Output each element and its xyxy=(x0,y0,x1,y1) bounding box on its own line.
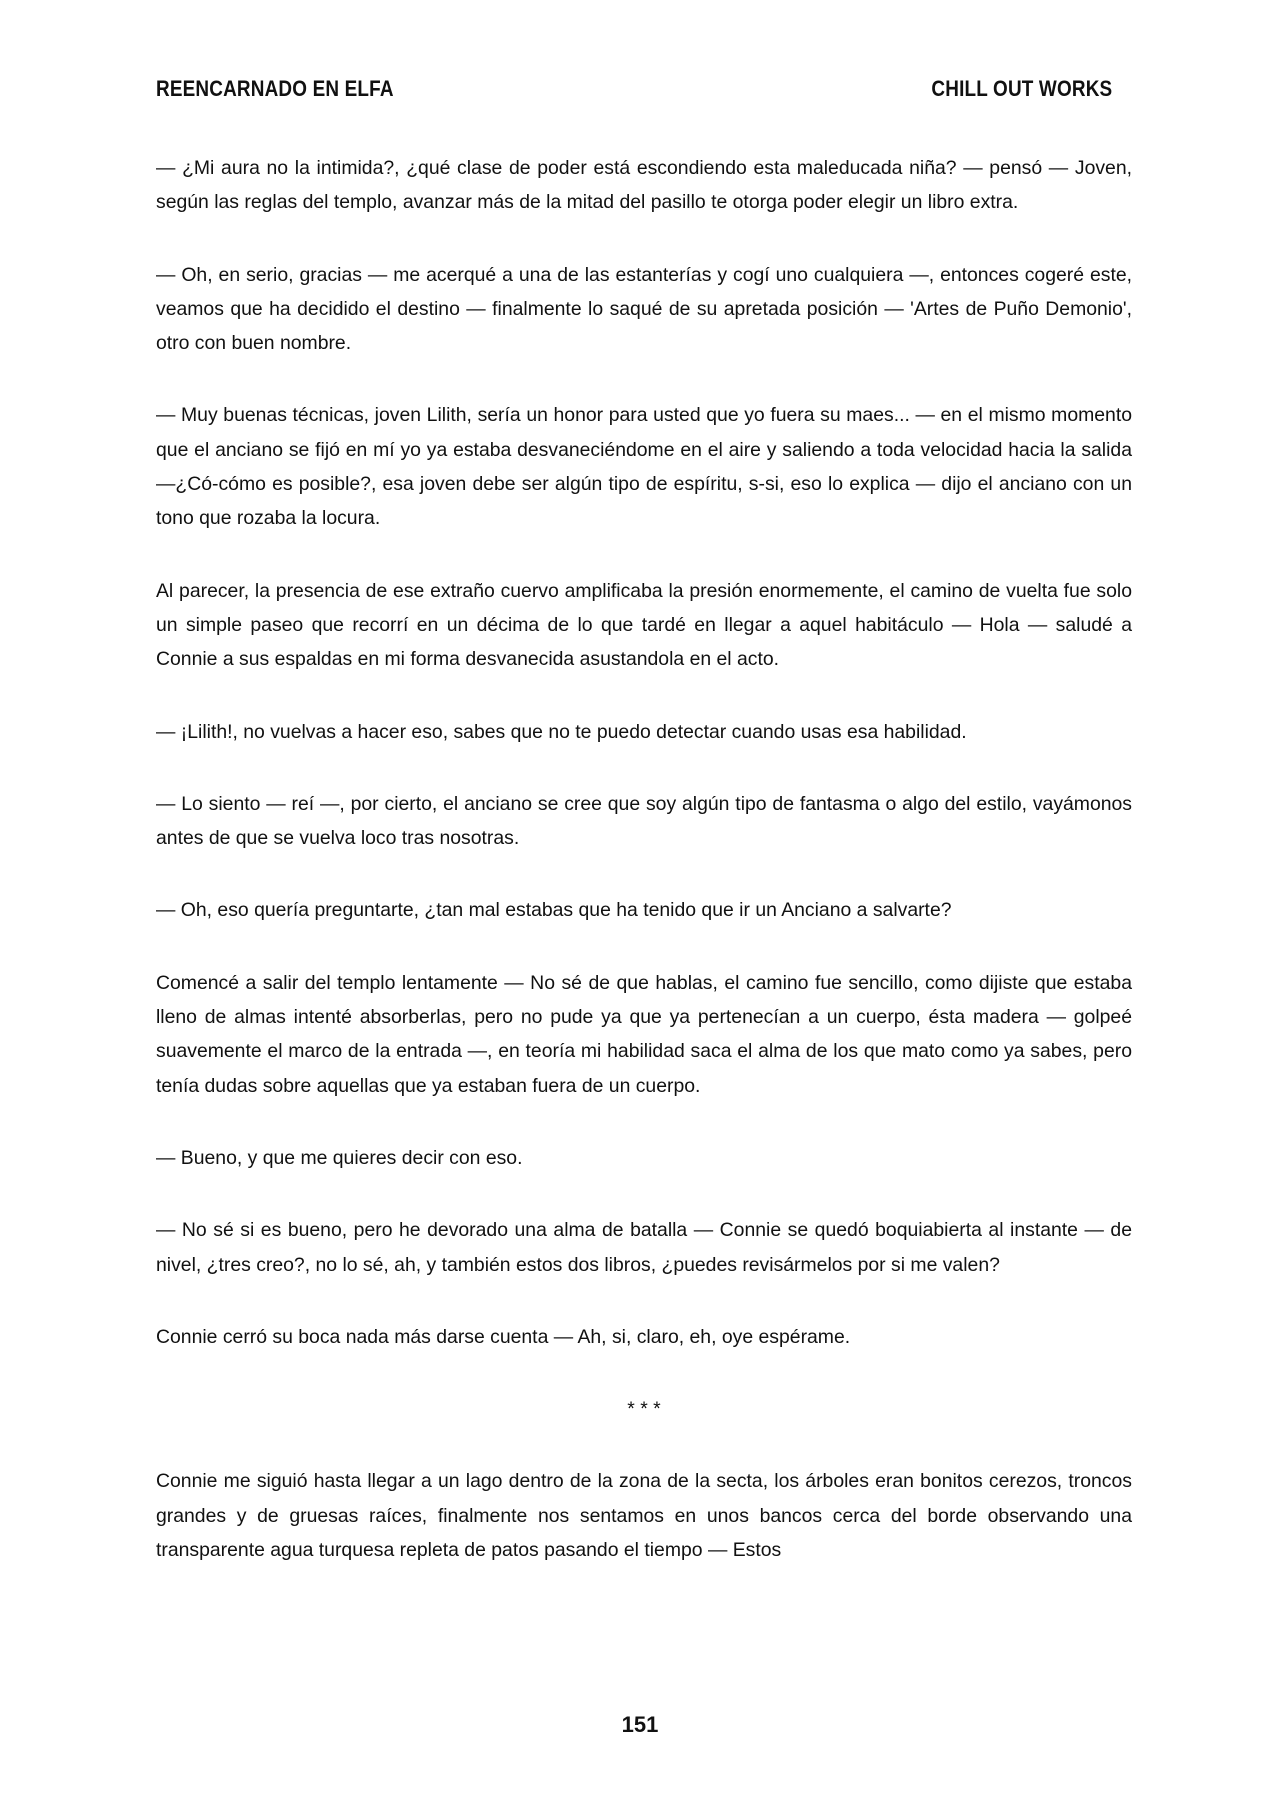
paragraph: — Oh, eso quería preguntarte, ¿tan mal estabas que ha tenido que ir un Anciano a salvarte? xyxy=(156,899,952,922)
paragraph: Connie me siguió hasta llegar a un lago dentro de la zona de la secta, los árboles eran bonitos cerezos, troncos grandes y de gruesas raíces, finalmente nos sentamos en unos bancos cerca del borde observando una transparente agua turquesa repleta de patos pasando el tiempo — Estos xyxy=(156,1470,1132,1562)
scene-separator: * * * xyxy=(627,1398,661,1421)
paragraph: — Bueno, y que me quieres decir con eso. xyxy=(156,1146,523,1169)
paragraph: — ¿Mi aura no la intimida?, ¿qué clase de poder está escondiendo esta maleducada niña? — pensó — Joven, según las reglas del templo, avanzar más de la mitad del pasillo te otorga poder elegir un libro extra. xyxy=(156,157,1132,214)
paragraph: — ¡Lilith!, no vuelvas a hacer eso, sabes que no te puedo detectar cuando usas esa habilidad. xyxy=(156,720,967,743)
page-body xyxy=(156,151,1132,1567)
paragraph: — No sé si es bueno, pero he devorado una alma de batalla — Connie se quedó boquiabierta al instante — de nivel, ¿tres creo?, no lo sé, ah, y también estos dos libros, ¿puedes revisármelos por si me valen? xyxy=(156,1219,1132,1276)
paragraph: — Lo siento — reí —, por cierto, el anciano se cree que soy algún tipo de fantasma o algo del estilo, vayámonos antes de que se vuelva loco tras nosotras. xyxy=(156,792,1132,850)
paragraph: Connie cerró su boca nada más darse cuenta — Ah, si, claro, eh, oye espérame. xyxy=(156,1325,851,1348)
header-book-title: REENCARNADO EN ELFA xyxy=(156,76,394,101)
paragraph: Al parecer, la presencia de ese extraño cuervo amplificaba la presión enormemente, el camino de vuelta fue solo un simple paseo que recorrí en un décima de lo que tardé en llegar a aquel habitáculo — Hola — saludé a Connie a sus espaldas en mi forma desvanecida asustandola en el acto. xyxy=(156,579,1132,671)
running-header xyxy=(156,76,1112,102)
header-publisher: CHILL OUT WORKS xyxy=(931,76,1113,101)
paragraph: — Oh, en serio, gracias — me acerqué a una de las estanterías y cogí uno cualquiera —, entonces cogeré este, veamos que ha decidido el destino — finalmente lo saqué de su apretada posición — 'Artes de Puño Demonio', otro con buen nombre. xyxy=(156,263,1132,355)
paragraph: Comencé a salir del templo lentamente — No sé de que hablas, el camino fue sencillo, como dijiste que estaba lleno de almas intenté absorberlas, pero no pude ya que ya pertenecían a un cuerpo, ésta madera — golpeé suavemente el marco de la entrada —, en teoría mi habilidad saca el alma de los que mato como ya sabes, pero tenía dudas sobre aquellas que ya estaban fuera de un cuerpo. xyxy=(156,971,1132,1097)
page-number: 151 xyxy=(621,1712,659,1737)
paragraph: — Muy buenas técnicas, joven Lilith, sería un honor para usted que yo fuera su maes... — en el mismo momento que el anciano se fijó en mí yo ya estaba desvaneciéndome en el aire y saliendo a toda velocidad hacia la salida —¿Có-cómo es posible?, esa joven debe ser algún tipo de espíritu, s-si, eso lo explica — dijo el anciano con un tono que rozaba la locura. xyxy=(156,404,1132,530)
